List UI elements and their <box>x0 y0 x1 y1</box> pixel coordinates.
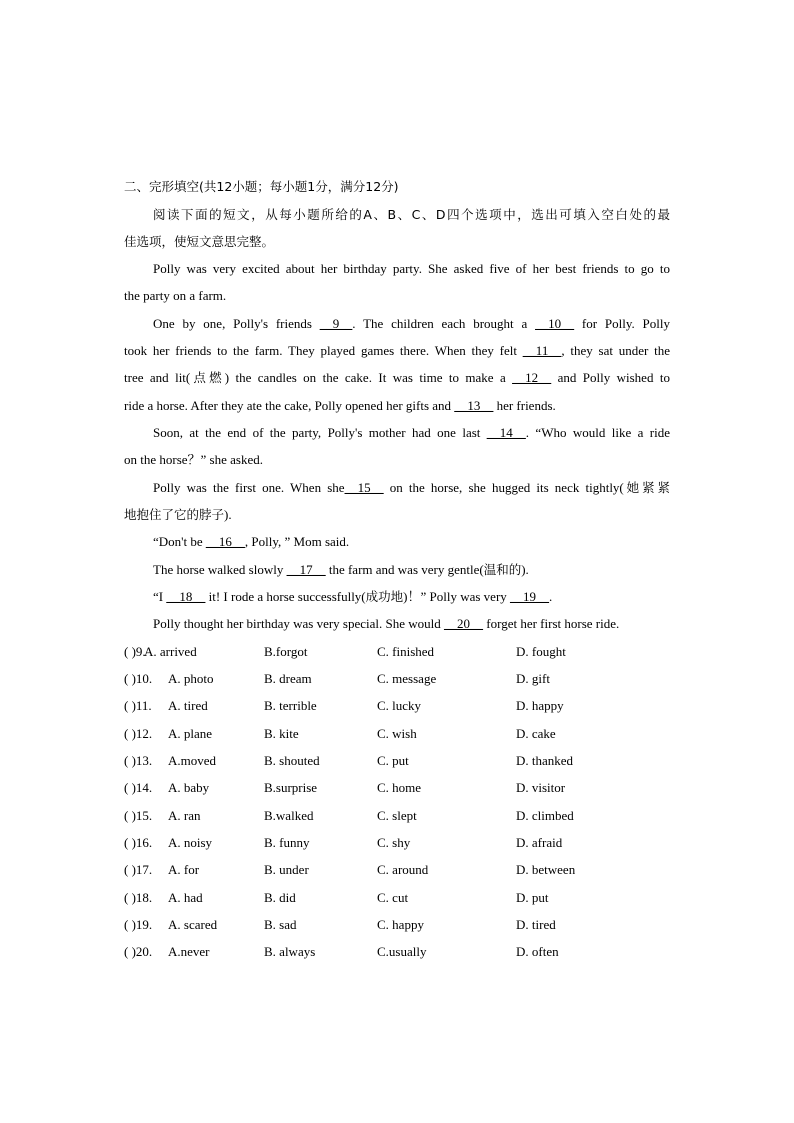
option-d: D. thanked <box>516 753 574 768</box>
option-a: A. tired <box>168 698 208 713</box>
option-c: C. message <box>377 671 437 686</box>
passage-text: it! I rode a horse successfully( <box>205 589 366 604</box>
passage-text: Polly thought her birthday was very special. She would <box>153 616 445 631</box>
option-a: A. baby <box>168 780 210 795</box>
passage-line <box>124 506 670 524</box>
option-d: D. climbed <box>516 808 574 823</box>
blank-14: __14__ <box>486 425 526 440</box>
answer-paren[interactable]: ( )16. <box>124 835 153 850</box>
option-d: D. put <box>516 890 549 905</box>
option-b: B.walked <box>264 808 314 823</box>
blank-16: __16__ <box>205 534 245 549</box>
passage-line <box>153 561 670 579</box>
passage-line <box>153 588 670 606</box>
section-heading-text: 二、完形填空(共12小题；每小题1分，满分12分) <box>124 179 399 194</box>
option-a: A. had <box>168 890 203 905</box>
question-row <box>124 861 684 879</box>
passage-text: )！” Polly was very <box>403 589 511 604</box>
option-b: B. dream <box>264 671 312 686</box>
passage-text: ) the candles on the cake. It was time to make a <box>224 370 513 385</box>
option-d: D. visitor <box>516 780 566 795</box>
answer-paren[interactable]: ( )15. <box>124 808 153 823</box>
option-c: C. home <box>377 780 422 795</box>
passage-line <box>124 342 670 360</box>
passage-line <box>124 397 670 415</box>
passage-text: for Polly. Polly <box>574 316 671 331</box>
option-c: C.usually <box>377 944 427 959</box>
passage-line <box>124 369 670 387</box>
passage-text: ride a horse. After they ate the cake, Polly opened her gifts and <box>124 398 455 413</box>
passage-text: Polly was very excited about her birthday party. She asked five of her best friends to go to <box>153 261 670 276</box>
passage-text: ). <box>521 562 529 577</box>
option-c: C. slept <box>377 808 417 823</box>
question-row <box>124 697 684 715</box>
passage-text: her friends. <box>493 398 556 413</box>
blank-17: __17__ <box>286 562 326 577</box>
question-row <box>124 889 684 907</box>
question-row <box>124 643 684 661</box>
option-d: D. cake <box>516 726 556 741</box>
passage-text: the farm and was very gentle( <box>325 562 484 577</box>
option-b: B.surprise <box>264 780 318 795</box>
passage-text: on the horse？” she asked. <box>124 452 263 467</box>
option-d: D. tired <box>516 917 556 932</box>
passage-line <box>124 451 670 469</box>
passage-line <box>153 315 670 333</box>
instruction-text: 佳选项，使短文意思完整。 <box>124 234 275 249</box>
option-a: A. photo <box>168 671 214 686</box>
blank-13: __13__ <box>454 398 494 413</box>
blank-12: __12__ <box>512 370 552 385</box>
option-c: C. shy <box>377 835 411 850</box>
option-a: A.never <box>168 944 210 959</box>
option-b: B. funny <box>264 835 310 850</box>
passage-text: Soon, at the end of the party, Polly's mother had one last <box>153 425 487 440</box>
answer-paren[interactable]: ( )19. <box>124 917 153 932</box>
passage-text: the party on a farm. <box>124 288 227 303</box>
option-d: D. afraid <box>516 835 563 850</box>
instruction-text: 阅读下面的短文，从每小题所给的A、B、C、D四个选项中，选出可填入空白处的最 <box>153 207 670 222</box>
option-b: B. terrible <box>264 698 317 713</box>
option-d: D. happy <box>516 698 564 713</box>
blank-10: __10__ <box>535 316 575 331</box>
blank-9: __9__ <box>319 316 353 331</box>
section-heading <box>124 178 670 196</box>
option-c: C. put <box>377 753 409 768</box>
passage-line <box>124 287 670 305</box>
option-b: B. kite <box>264 726 299 741</box>
answer-paren[interactable]: ( )18. <box>124 890 153 905</box>
option-a: A. scared <box>168 917 218 932</box>
passage-text: . “Who would like a ride <box>525 425 670 440</box>
answer-paren[interactable]: ( )10. <box>124 671 153 686</box>
passage-line <box>153 533 670 551</box>
option-d: D. gift <box>516 671 550 686</box>
passage-text: Polly was the first one. When she <box>153 480 345 495</box>
passage-text: “I <box>153 589 167 604</box>
answer-paren[interactable]: ( )13. <box>124 753 153 768</box>
passage-text: . <box>549 589 553 604</box>
passage-text: One by one, Polly's friends <box>153 316 320 331</box>
option-a: A. noisy <box>168 835 213 850</box>
option-b: B.forgot <box>264 644 308 659</box>
option-a: A.moved <box>168 753 217 768</box>
passage-text: , Polly, ” Mom said. <box>244 534 350 549</box>
blank-19: __19__ <box>510 589 550 604</box>
gloss-text: 点燃 <box>190 370 225 385</box>
passage-text: and Polly wished to <box>551 370 670 385</box>
answer-paren[interactable]: ( )14. <box>124 780 153 795</box>
option-a: A. ran <box>168 808 201 823</box>
answer-paren[interactable]: ( )9. <box>124 644 146 659</box>
option-d: D. between <box>516 862 576 877</box>
answer-paren[interactable]: ( )11. <box>124 698 152 713</box>
answer-paren[interactable]: ( )17. <box>124 862 153 877</box>
question-row <box>124 670 684 688</box>
passage-text: “Don't be <box>153 534 206 549</box>
option-c: C. wish <box>377 726 417 741</box>
question-row <box>124 916 684 934</box>
option-a: A. for <box>168 862 200 877</box>
gloss-text: 她紧紧 <box>623 480 670 495</box>
blank-11: __11__ <box>522 343 562 358</box>
question-row <box>124 752 684 770</box>
passage-text: took her friends to the farm. They played games there. When they felt <box>124 343 523 358</box>
answer-paren[interactable]: ( )20. <box>124 944 153 959</box>
passage-text: , they sat under the <box>561 343 670 358</box>
blank-20: __20__ <box>444 616 484 631</box>
passage-text: forget her first horse ride. <box>483 616 620 631</box>
gloss-text: 地抱住了它的脖子 <box>124 507 225 522</box>
passage-line <box>153 424 670 442</box>
option-d: D. often <box>516 944 559 959</box>
option-c: C. cut <box>377 890 409 905</box>
option-b: B. sad <box>264 917 297 932</box>
passage-line <box>153 260 670 278</box>
question-row <box>124 779 684 797</box>
option-c: C. around <box>377 862 429 877</box>
option-c: C. happy <box>377 917 424 932</box>
blank-15: __15__ <box>344 480 384 495</box>
passage-text: ). <box>224 507 232 522</box>
option-b: B. always <box>264 944 316 959</box>
question-row <box>124 725 684 743</box>
gloss-text: 成功地 <box>365 589 404 604</box>
passage-line <box>153 479 670 497</box>
option-d: D. fought <box>516 644 566 659</box>
option-b: B. did <box>264 890 296 905</box>
passage-text: tree and lit( <box>124 370 191 385</box>
question-row <box>124 807 684 825</box>
option-c: C. finished <box>377 644 435 659</box>
passage-text: The horse walked slowly <box>153 562 287 577</box>
passage-text: on the horse, she hugged its neck tightly( <box>383 480 624 495</box>
instruction-line-1 <box>153 206 670 224</box>
gloss-text: 温和的 <box>483 562 522 577</box>
option-c: C. lucky <box>377 698 422 713</box>
passage-text: . The children each brought a <box>352 316 536 331</box>
question-row <box>124 834 684 852</box>
passage-line <box>153 615 670 633</box>
instruction-line-2 <box>124 233 670 251</box>
answer-paren[interactable]: ( )12. <box>124 726 153 741</box>
option-b: B. under <box>264 862 309 877</box>
blank-18: __18__ <box>166 589 206 604</box>
question-row <box>124 943 684 961</box>
option-a: A. arrived <box>144 644 197 659</box>
option-b: B. shouted <box>264 753 320 768</box>
option-a: A. plane <box>168 726 213 741</box>
